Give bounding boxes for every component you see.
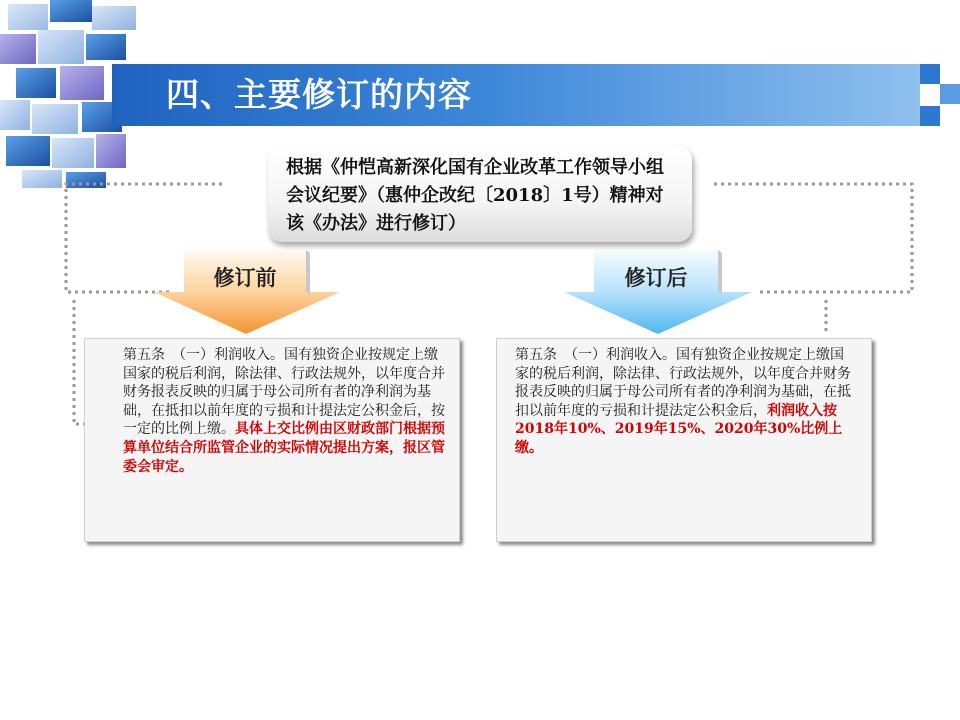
- page-title: 四、主要修订的内容: [166, 75, 472, 114]
- before-label: 修订前: [213, 266, 277, 290]
- before-highlight-text: 具体上交比例由区财政部门根据预算单位结合所监管企业的实际情况提出方案，报区管委会审定。: [123, 421, 445, 475]
- before-text: 第五条 （一）利润收入。国有独资企业按规定上缴国家的税后利润，除法律、行政法规外，以年度合并财务报表反映的归属于母公司所有者的净利润为基础，在抵扣以前年度的亏损和计提法定公积金后，按一定的比例上缴。: [123, 347, 445, 438]
- corner-square: [920, 64, 940, 84]
- revision-basis-text: 根据《仲恺高新深化国有企业改革工作领导小组会议纪要》（惠仲企改纪〔2018〕1号）精神对该《办法》进行修订）: [286, 157, 664, 234]
- corner-square: [940, 84, 960, 104]
- corner-square: [920, 106, 940, 126]
- after-label: 修订后: [624, 266, 688, 290]
- after-text: 第五条 （一）利润收入。国有独资企业按规定上缴国家的税后利润，除法律、行政法规外，以年度合并财务报表反映的归属于母公司所有者的净利润为基础，在抵扣以前年度的亏损和计提法定公积金后，: [515, 347, 851, 419]
- revision-basis-box: [268, 146, 692, 242]
- after-content-box: [496, 338, 872, 542]
- after-highlight-text: 利润收入按2018年10%、2019年15%、2020年30%比例上缴。: [515, 402, 843, 456]
- before-content-box: [84, 338, 460, 542]
